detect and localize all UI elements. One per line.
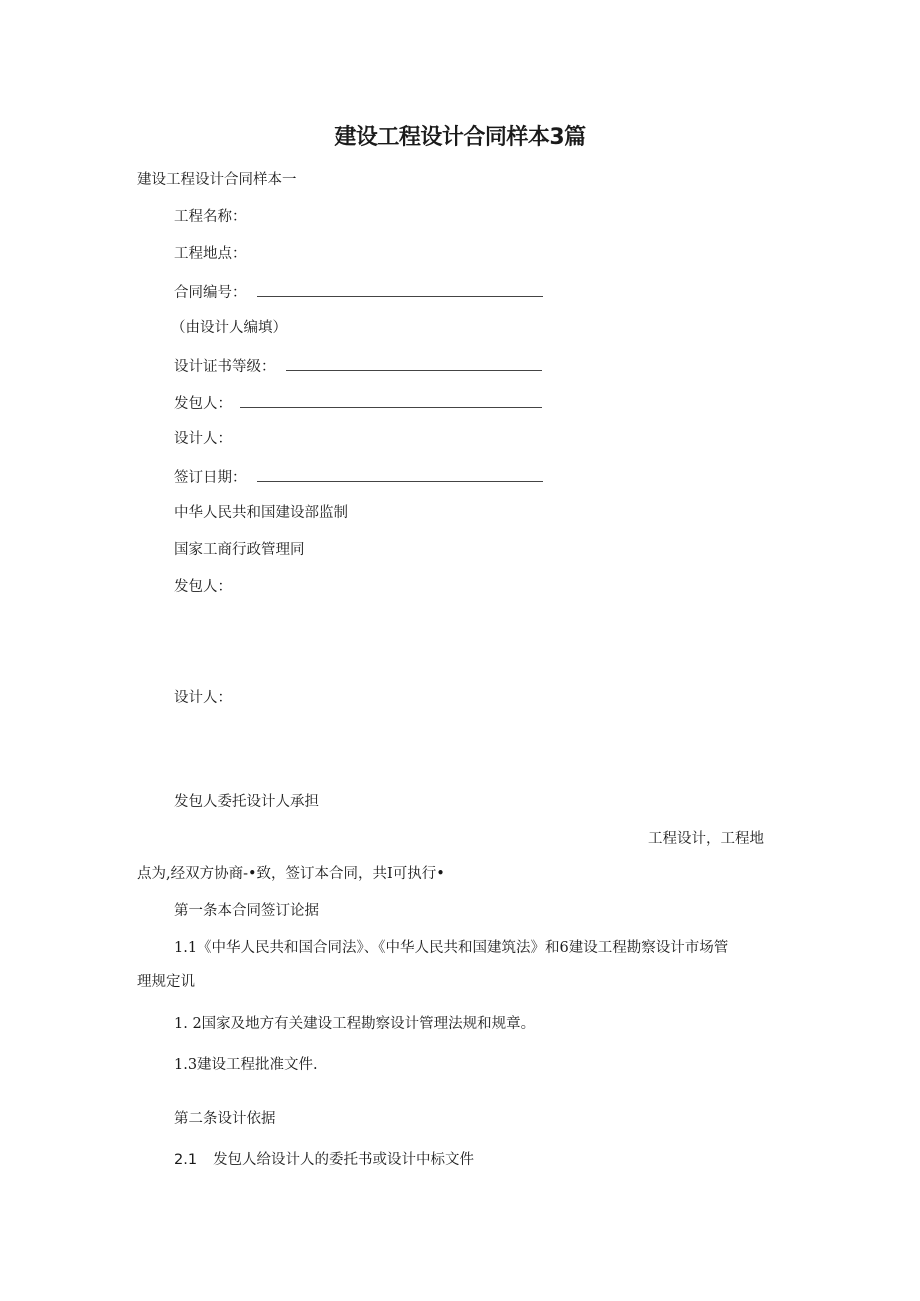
field-sign-date: 签订日期： (174, 470, 247, 486)
article-2-1-row (174, 1151, 474, 1169)
party-client: 发包人： (174, 579, 232, 595)
client-blank (240, 393, 542, 408)
entrust-right-text: 工程设计，工程地 (648, 831, 764, 847)
article-2-heading: 第二条设计依据 (174, 1111, 276, 1127)
party-designer: 设计人： (174, 690, 232, 706)
field-cert-level: 设计证书等级： (174, 359, 276, 375)
entrust-continuation: 点为,经双方协商-•致，签订本合同，共I可执行• (137, 866, 445, 882)
field-contract-no: 合同编号： (174, 285, 247, 301)
document-title: 建设工程设计合同样本3篇 (334, 125, 586, 150)
article-1-2: 1. 2国家及地方有关建设工程勘察设计管理法规和规章。 (174, 1016, 536, 1032)
field-filled-by: （由设计人编填） (171, 320, 287, 336)
article-2-1-number: 2.1 (174, 1152, 198, 1168)
article-1-3: 1.3建设工程批准文件. (174, 1057, 318, 1073)
article-1-1: 1.1《中华人民共和国合同法》、《中华人民共和国建筑法》和6建设工程勘察设计市场管 (174, 940, 729, 956)
supervisor-line-1: 中华人民共和国建设部监制 (174, 505, 348, 521)
field-project-location: 工程地点： (174, 246, 247, 262)
field-designer: 设计人： (174, 431, 232, 447)
sign-date-blank (257, 467, 543, 482)
field-client-row (174, 393, 542, 413)
article-1-1-continuation: 理规定讥 (137, 974, 195, 990)
article-1-heading: 第一条本合同签订论据 (174, 903, 319, 919)
document-subtitle: 建设工程设计合同样本一 (137, 172, 297, 188)
entrust-text: 发包人委托设计人承担 (174, 794, 319, 810)
field-contract-no-row (174, 282, 543, 302)
article-2-1-text: 发包人给设计人的委托书或设计中标文件 (213, 1152, 475, 1168)
supervisor-line-2: 国家工商行政管理同 (174, 542, 305, 558)
cert-level-blank (286, 356, 542, 371)
field-project-name: 工程名称： (174, 209, 247, 225)
contract-no-blank (257, 282, 543, 297)
field-client: 发包人： (174, 396, 232, 412)
field-cert-level-row (174, 356, 542, 376)
field-sign-date-row (174, 467, 543, 487)
